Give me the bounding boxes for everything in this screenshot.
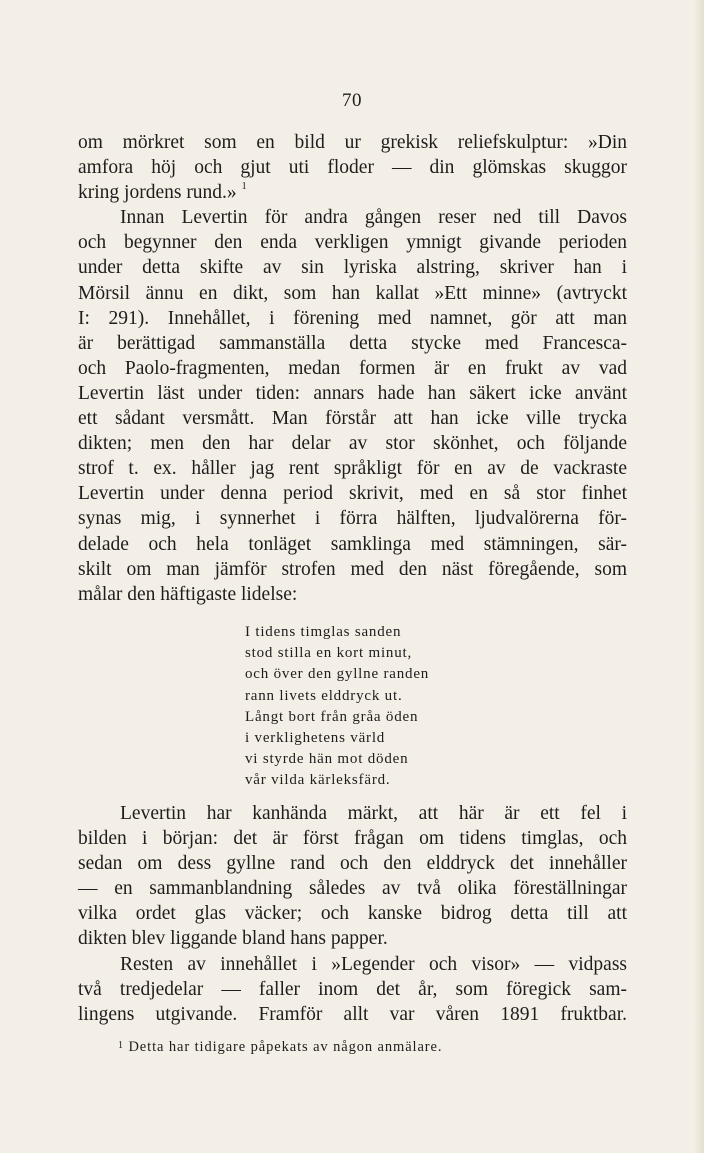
footnote [118, 1039, 442, 1056]
text-line: två tredjedelar — faller inom det år, som föregick sam- [78, 978, 627, 1000]
footnote-reference: 1 [241, 181, 247, 193]
page-number: 70 [342, 90, 362, 111]
text-line: målar den häftigaste lidelse: [78, 583, 298, 605]
page-edge-shadow [694, 0, 704, 1153]
footnote-marker: 1 [118, 1040, 124, 1051]
text-line [78, 180, 627, 205]
poem-line: Långt bort från gråa öden [245, 708, 419, 725]
text-line: bilden i början: det är först frågan om tidens timglas, och [78, 828, 627, 850]
text-line: under detta skifte av sin lyriska alstring, skriver han i [78, 257, 627, 279]
text-line: Innan Levertin för andra gången reser ned till Davos [120, 207, 627, 229]
text-line: Levertin under denna period skrivit, med en så stor finhet [78, 483, 627, 505]
footnote-text: Detta har tidigare påpekats av någon anmälare. [128, 1039, 443, 1055]
text-line: är berättigad sammanställa detta stycke med Francesca- [78, 332, 627, 354]
text-line: och begynner den enda verkligen ymnigt givande perioden [78, 232, 627, 254]
text-line: Levertin har kanhända märkt, att här är ett fel i [120, 803, 627, 824]
text-line: delade och hela tonläget samklinga med stämningen, sär- [78, 533, 627, 555]
body-text-lower [78, 801, 627, 1027]
text-line: lingens utgivande. Framför allt var våren 1891 fruktbar. [78, 1003, 627, 1025]
body-text-upper [78, 130, 627, 607]
text-line: Resten av innehållet i »Legender och visor» — vidpass [120, 953, 627, 975]
text-line: amfora höj och gjut uti floder — din glömskas skuggor [78, 157, 627, 179]
text-line: I: 291). Innehållet, i förening med namnet, gör att man [78, 307, 627, 329]
text-line: vilka ordet glas väcker; och kanske bidrog detta till att [78, 903, 627, 925]
text-line-content: kring jordens rund.» [78, 182, 237, 204]
poem-line: stod stilla en kort minut, [245, 645, 413, 662]
text-line: sedan om dess gyllne rand och den elddryck det innehåller [78, 853, 627, 875]
poem-stanza [245, 622, 565, 792]
text-line: dikten; men den har delar av stor skönhet, och följande [78, 433, 627, 455]
text-line: dikten blev liggande bland hans papper. [78, 928, 388, 950]
poem-line: vi styrde hän mot döden [245, 751, 409, 768]
text-line: strof t. ex. håller jag rent språkligt för en av de vackraste [78, 458, 627, 480]
text-line: ett sådant versmått. Man förstår att han icke ville trycka [78, 408, 627, 430]
text-line: Mörsil ännu en dikt, som han kallat »Ett minne» (avtryckt [78, 282, 627, 304]
text-line: och Paolo-fragmenten, medan formen är en frukt av vad [78, 357, 627, 379]
poem-line: i verklighetens värld [245, 729, 386, 746]
text-line: Levertin läst under tiden: annars hade han säkert icke använt [78, 382, 627, 404]
poem-line: vår vilda kärleksfärd. [245, 772, 391, 789]
text-line: skilt om man jämför strofen med den näst föregående, som [78, 558, 627, 580]
text-line: om mörkret som en bild ur grekisk reliefskulptur: »Din [78, 132, 627, 153]
text-line: — en sammanblandning således av två olika föreställningar [78, 878, 627, 900]
poem-line: rann livets elddryck ut. [245, 687, 403, 704]
text-line: synas mig, i synnerhet i förra hälften, ljudvalörerna för- [78, 508, 627, 530]
poem-line: I tidens timglas sanden [245, 624, 402, 640]
poem-line: och över den gyllne randen [245, 666, 430, 683]
